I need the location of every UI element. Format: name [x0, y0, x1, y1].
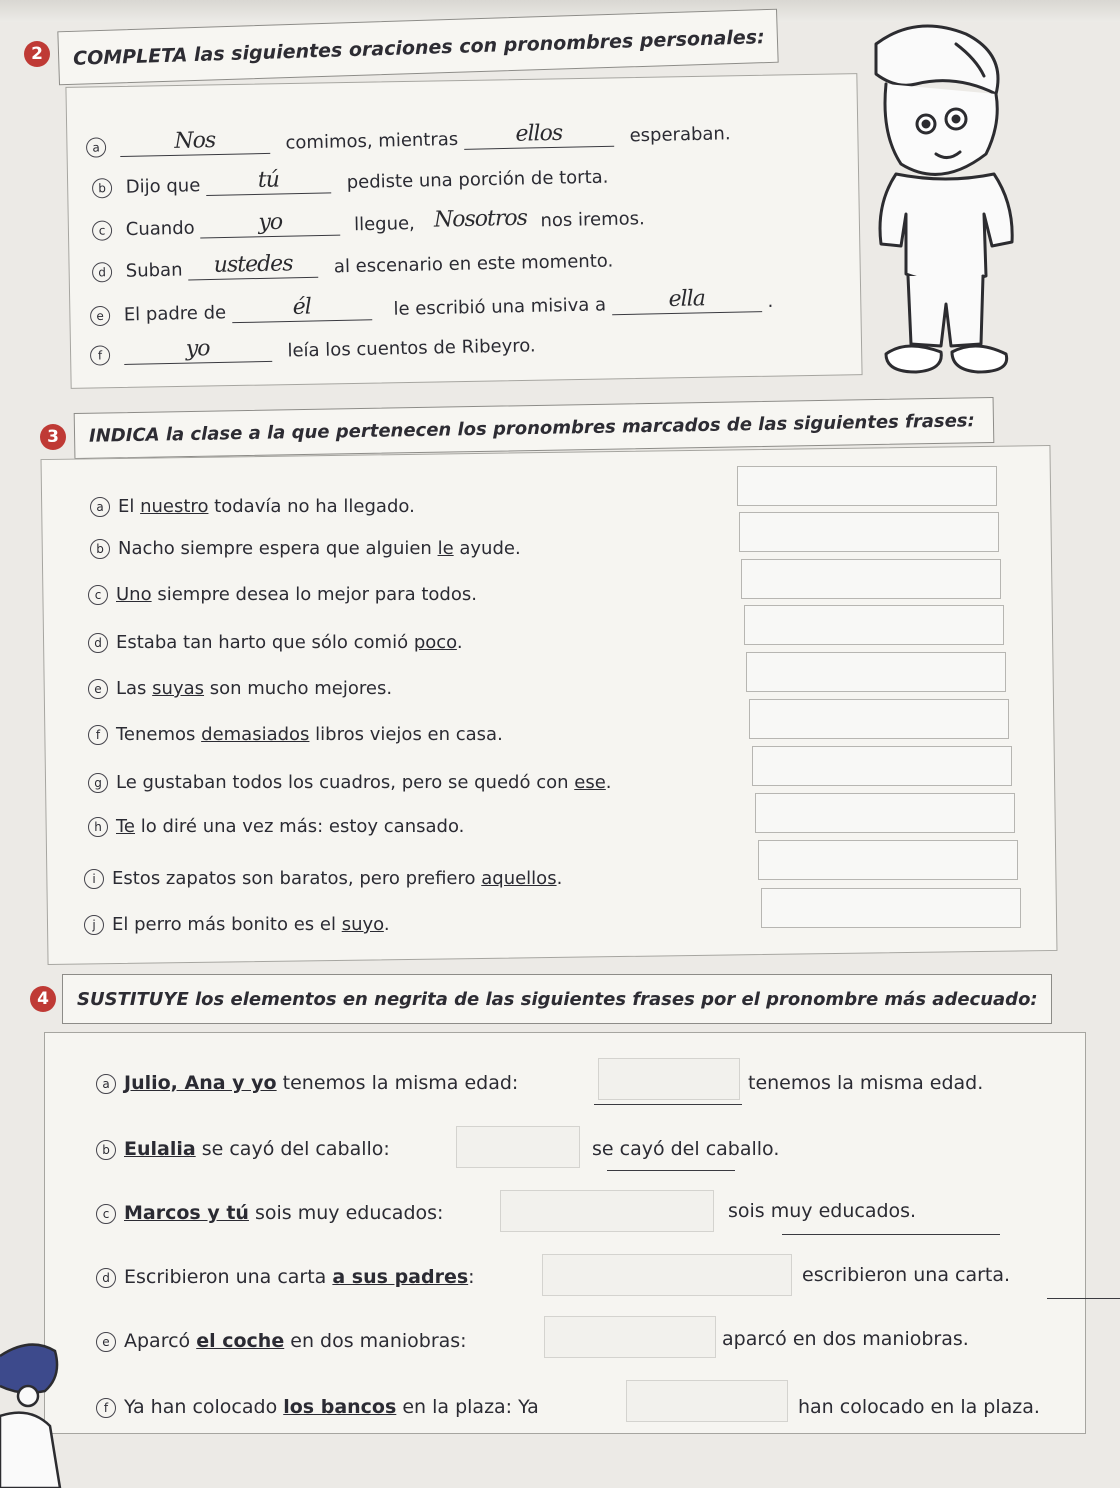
s3-b-pre: Nacho siempre espera que alguien	[118, 538, 438, 559]
s2-c-text: Cuando	[125, 217, 195, 241]
s4-item-f	[96, 1396, 539, 1418]
s4-ghost-e	[544, 1316, 716, 1358]
s3-d-mark: poco	[413, 632, 457, 653]
s4-f-post: en la plaza: Ya	[396, 1396, 539, 1418]
s3-j-mark: suyo	[341, 914, 384, 935]
s4-e-mark: el coche	[196, 1330, 285, 1352]
s2-d-end: al escenario en este momento.	[333, 250, 614, 278]
s3-item-a	[90, 496, 415, 517]
s4-f-pre: Ya han colocado	[124, 1396, 284, 1418]
s3-answer-box-g[interactable]	[752, 746, 1012, 786]
s3-h-mark: Te	[116, 816, 136, 837]
answer-blank-a2[interactable]: ellos	[464, 124, 614, 150]
s3-answer-box-i[interactable]	[758, 840, 1018, 880]
s4-f-after: han colocado en la plaza.	[798, 1396, 1040, 1418]
letter-c-icon: c	[92, 220, 112, 240]
s4-item-c	[96, 1202, 443, 1224]
s4-e-pre: Aparcó	[124, 1330, 197, 1352]
letter-a-icon: a	[96, 1074, 116, 1094]
s3-a-post: todavía no ha llegado.	[208, 496, 415, 517]
s4-answer-blank-d[interactable]	[1047, 1276, 1120, 1299]
s4-a-mark: Julio, Ana y yo	[124, 1072, 277, 1094]
s3-h-post: lo diré una vez más: estoy cansado.	[135, 816, 465, 837]
s3-item-g	[88, 772, 612, 793]
s2-a-text: comimos, mientras	[285, 128, 459, 154]
letter-c-icon: c	[88, 585, 108, 605]
s3-b-mark: le	[437, 538, 454, 559]
letter-j-icon: j	[84, 915, 104, 935]
s3-f-mark: demasiados	[201, 724, 310, 745]
s4-ghost-d	[542, 1254, 792, 1296]
corner-character-illustration	[0, 1336, 70, 1488]
s3-d-pre: Estaba tan harto que sólo comió	[116, 632, 414, 653]
s4-c-post: sois muy educados:	[248, 1202, 444, 1224]
s3-item-b	[90, 538, 521, 559]
section-3-title: INDICA la clase a la que pertenecen los pronombres marcados de las siguientes frases:	[74, 397, 995, 459]
s3-a-mark: nuestro	[140, 496, 209, 517]
s3-answer-box-e[interactable]	[746, 652, 1006, 692]
letter-f-icon: f	[88, 725, 108, 745]
letter-b-icon: b	[92, 178, 112, 198]
s4-c-after: sois muy educados.	[728, 1200, 917, 1222]
letter-e-icon: e	[90, 306, 110, 326]
s3-i-post: .	[556, 868, 563, 889]
s3-answer-box-f[interactable]	[749, 699, 1009, 739]
s3-answer-box-b[interactable]	[739, 512, 999, 552]
s3-item-j	[84, 914, 390, 935]
answer-blank-e2[interactable]: ella	[612, 289, 762, 315]
s3-e-post: son mucho mejores.	[204, 678, 393, 699]
s4-d-post: :	[468, 1266, 475, 1288]
s2-e-text: El padre de	[123, 302, 227, 326]
s4-b-mark: Eulalia	[124, 1138, 196, 1160]
letter-a-icon: a	[86, 137, 106, 157]
s2-f-end: leía los cuentos de Ribeyro.	[287, 335, 536, 362]
s2-c-mid: llegue,	[353, 213, 416, 236]
s4-ghost-c	[500, 1190, 714, 1232]
s3-j-post: .	[383, 914, 390, 935]
answer-blank-a1[interactable]: Nos	[120, 131, 270, 157]
s3-f-pre: Tenemos	[116, 724, 202, 745]
s4-ghost-f	[626, 1380, 788, 1422]
section-4-title: SUSTITUYE los elementos en negrita de las siguientes frases por el pronombre más adecuado:	[62, 974, 1052, 1024]
s3-item-c	[88, 584, 477, 605]
s3-item-e	[88, 678, 392, 699]
s4-c-mark: Marcos y tú	[124, 1202, 249, 1224]
s4-item-a	[96, 1072, 518, 1094]
s2-b-text: Dijo que	[125, 175, 201, 198]
answer-blank-c1[interactable]: yo	[200, 213, 340, 239]
boy-cartoon-illustration	[856, 14, 1020, 386]
letter-d-icon: d	[96, 1268, 116, 1288]
s4-b-post: se cayó del caballo:	[195, 1138, 390, 1160]
answer-blank-b1[interactable]: tú	[206, 170, 331, 196]
s3-answer-box-c[interactable]	[741, 559, 1001, 599]
s3-j-pre: El perro más bonito es el	[112, 914, 342, 935]
s2-e-end: .	[767, 290, 774, 312]
s2-d-text: Suban	[125, 259, 183, 282]
answer-blank-d1[interactable]: ustedes	[188, 255, 318, 281]
s4-item-e	[96, 1330, 467, 1352]
s3-e-mark: suyas	[152, 678, 205, 699]
s2-e-mid: le escribió una misiva a	[393, 294, 607, 320]
s3-g-mark: ese	[574, 772, 606, 793]
letter-b-icon: b	[96, 1140, 116, 1160]
s3-item-f	[88, 724, 503, 745]
section-2-number: 2	[24, 41, 50, 67]
s3-d-post: .	[456, 632, 463, 653]
letter-b-icon: b	[90, 539, 110, 559]
s3-answer-box-h[interactable]	[755, 793, 1015, 833]
s4-a-after: tenemos la misma edad.	[748, 1072, 984, 1094]
s4-d-mark: a sus padres	[332, 1266, 469, 1288]
s3-item-d	[88, 632, 463, 653]
s3-c-mark: Uno	[116, 584, 152, 605]
letter-f-icon: f	[90, 345, 110, 365]
s4-f-mark: los bancos	[283, 1396, 397, 1418]
section-3-number: 3	[40, 424, 66, 450]
s2-c-end: nos iremos.	[540, 208, 645, 232]
letter-h-icon: h	[88, 817, 108, 837]
s4-e-after: aparcó en dos maniobras.	[722, 1328, 969, 1350]
letter-e-icon: e	[96, 1332, 116, 1352]
s3-answer-box-d[interactable]	[744, 605, 1004, 645]
letter-g-icon: g	[88, 773, 108, 793]
s4-e-post: en dos maniobras:	[284, 1330, 467, 1352]
s4-item-b	[96, 1138, 390, 1160]
s3-answer-box-a[interactable]	[737, 466, 997, 506]
s3-e-pre: Las	[116, 678, 153, 699]
section-4-number: 4	[30, 986, 56, 1012]
s4-item-d	[96, 1266, 475, 1288]
s2-a-end: esperaban.	[629, 123, 731, 147]
s3-i-mark: aquellos	[481, 868, 557, 889]
answer-blank-c2[interactable]: Nosotros	[433, 205, 528, 233]
s3-g-post: .	[605, 772, 612, 793]
s3-c-post: siempre desea lo mejor para todos.	[151, 584, 477, 605]
letter-c-icon: c	[96, 1204, 116, 1224]
s4-a-post: tenemos la misma edad:	[276, 1072, 519, 1094]
answer-blank-f1[interactable]: yo	[124, 339, 272, 365]
s4-d-after: escribieron una carta.	[802, 1264, 1011, 1286]
s3-b-post: ayude.	[453, 538, 521, 559]
letter-a-icon: a	[90, 497, 110, 517]
section-2-title: COMPLETA las siguientes oraciones con pronombres personales:	[57, 9, 778, 86]
s4-d-pre: Escribieron una carta	[124, 1266, 333, 1288]
letter-d-icon: d	[92, 262, 112, 282]
s3-item-i	[84, 868, 562, 889]
s4-answer-blank-a[interactable]	[594, 1082, 742, 1105]
s3-item-h	[88, 816, 464, 837]
s3-answer-box-j[interactable]	[761, 888, 1021, 928]
answer-blank-e1[interactable]: él	[232, 297, 372, 323]
letter-d-icon: d	[88, 633, 108, 653]
letter-e-icon: e	[88, 679, 108, 699]
s3-g-pre: Le gustaban todos los cuadros, pero se quedó con	[116, 772, 575, 793]
s3-a-pre: El	[118, 496, 141, 517]
letter-i-icon: i	[84, 869, 104, 889]
s3-f-post: libros viejos en casa.	[309, 724, 503, 745]
s3-i-pre: Estos zapatos son baratos, pero prefiero	[112, 868, 482, 889]
s2-b-end: pediste una porción de torta.	[346, 166, 609, 194]
letter-f-icon: f	[96, 1398, 116, 1418]
s4-b-after: se cayó del caballo.	[592, 1138, 780, 1160]
s4-ghost-b	[456, 1126, 580, 1168]
